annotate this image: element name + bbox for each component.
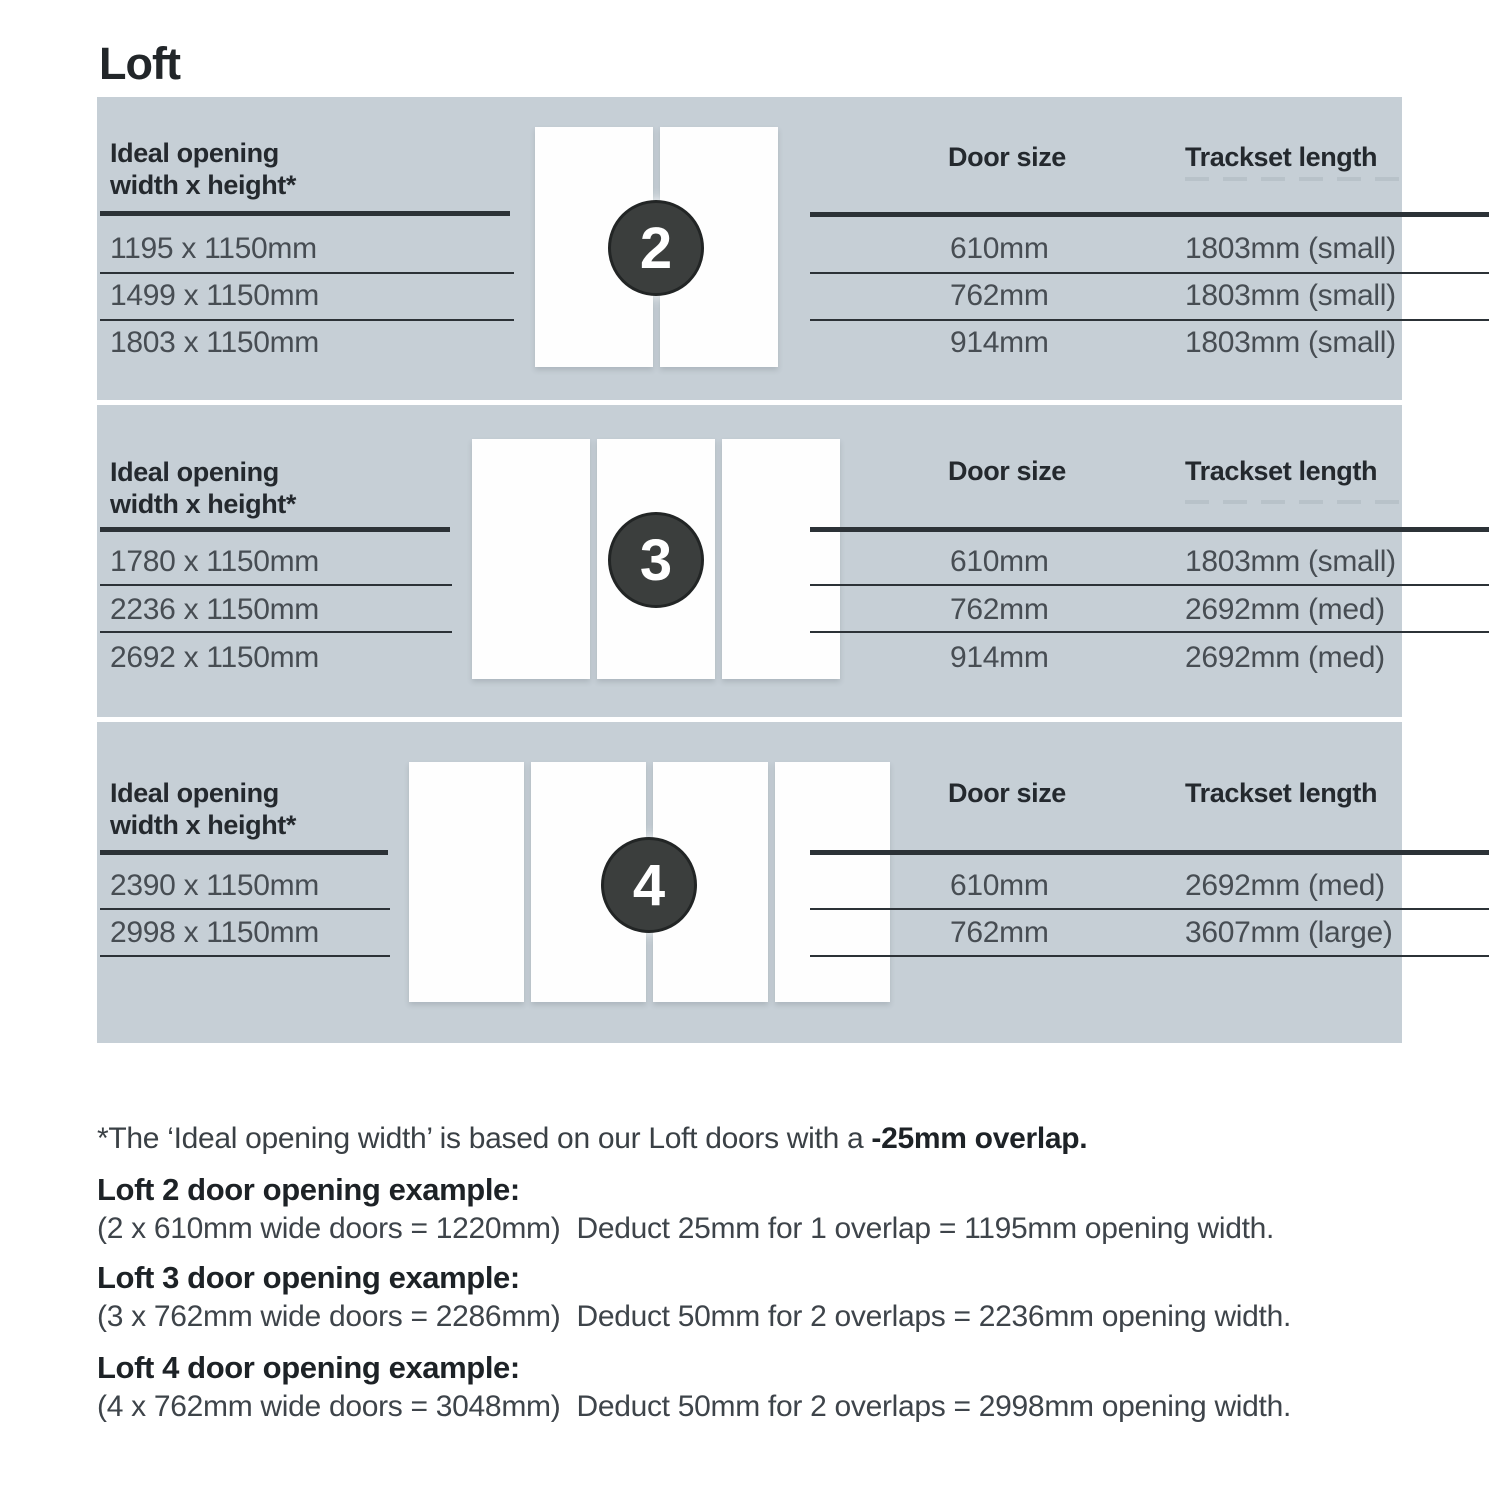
example-heading-2-door: Loft 2 door opening example:: [97, 1172, 520, 1207]
trackset-cell: 2692mm (med): [1185, 593, 1385, 626]
trackset-header: Trackset length: [1185, 778, 1378, 808]
row-rule: [810, 272, 1489, 274]
opening-row: 2692 x 1150mm: [110, 641, 320, 674]
artifact-ghost: [1185, 500, 1400, 504]
door-count-badge: 2: [608, 200, 704, 296]
trackset-header: Trackset length: [1185, 142, 1378, 172]
section-4-door: [97, 722, 1402, 1043]
opening-row: 2236 x 1150mm: [110, 593, 320, 626]
opening-header-line2: width x height*: [110, 489, 296, 519]
opening-column-header: [110, 137, 296, 201]
opening-header-line2: width x height*: [110, 170, 296, 200]
opening-row: 1499 x 1150mm: [110, 279, 320, 312]
header-rule: [810, 850, 1489, 855]
door-size-cell: 610mm: [950, 869, 1049, 902]
row-rule: [100, 955, 390, 957]
door-size-cell: 762mm: [950, 593, 1049, 626]
trackset-cell: 1803mm (small): [1185, 545, 1396, 578]
door-diagram-4: [409, 762, 890, 1002]
door-size-cell: 762mm: [950, 279, 1049, 312]
section-2-door: [97, 97, 1402, 400]
door-size-cell: 762mm: [950, 916, 1049, 949]
door-size-header: Door size: [948, 142, 1066, 172]
door-size-cell: 914mm: [950, 641, 1049, 674]
opening-header-line1: Ideal opening: [110, 457, 279, 487]
trackset-cell: 2692mm (med): [1185, 641, 1385, 674]
example-body-3-door: (3 x 762mm wide doors = 2286mm) Deduct 50mm for 2 overlaps = 2236mm opening width.: [97, 1300, 1292, 1333]
row-rule: [810, 631, 1489, 633]
row-rule: [100, 908, 390, 910]
opening-header-line1: Ideal opening: [110, 138, 279, 168]
row-rule: [810, 908, 1489, 910]
row-rule: [100, 631, 452, 633]
trackset-cell: 1803mm (small): [1185, 326, 1396, 359]
loft-size-panel: [97, 97, 1402, 1048]
door-count-badge: 4: [601, 837, 697, 933]
example-heading-3-door: Loft 3 door opening example:: [97, 1260, 520, 1295]
header-rule: [100, 211, 510, 216]
door-diagram-3: [472, 439, 840, 679]
opening-column-header: [110, 777, 296, 841]
door-diagram-2: [535, 127, 778, 367]
opening-column-header: [110, 456, 296, 520]
footnote-text: *The ‘Ideal opening width’ is based on our Loft doors with a: [97, 1122, 872, 1155]
footnote-bold: -25mm overlap.: [871, 1122, 1088, 1155]
trackset-cell: 2692mm (med): [1185, 869, 1385, 902]
header-rule: [100, 527, 450, 532]
door-size-header: Door size: [948, 456, 1066, 486]
opening-row: 2998 x 1150mm: [110, 916, 320, 949]
door-panel: [775, 762, 890, 1002]
door-size-header: Door size: [948, 778, 1066, 808]
trackset-cell: 3607mm (large): [1185, 916, 1393, 949]
footnote: [97, 1122, 1087, 1156]
door-size-cell: 610mm: [950, 545, 1049, 578]
opening-row: 1195 x 1150mm: [110, 232, 317, 265]
row-rule: [100, 272, 514, 274]
row-rule: [100, 584, 452, 586]
row-rule: [810, 319, 1489, 321]
section-3-door: [97, 405, 1402, 717]
header-rule: [100, 850, 388, 855]
example-body-4-door: (4 x 762mm wide doors = 3048mm) Deduct 50mm for 2 overlaps = 2998mm opening width.: [97, 1390, 1292, 1423]
row-rule: [810, 584, 1489, 586]
door-size-cell: 914mm: [950, 326, 1049, 359]
header-rule: [810, 527, 1489, 532]
trackset-cell: 1803mm (small): [1185, 279, 1396, 312]
door-size-cell: 610mm: [950, 232, 1049, 265]
example-body-2-door: (2 x 610mm wide doors = 1220mm) Deduct 25mm for 1 overlap = 1195mm opening width.: [97, 1212, 1275, 1245]
page-title: Loft: [99, 38, 180, 89]
opening-header-line1: Ideal opening: [110, 778, 279, 808]
artifact-ghost: [1185, 177, 1400, 181]
row-rule: [100, 319, 514, 321]
opening-row: 1780 x 1150mm: [110, 545, 320, 578]
door-count-badge: 3: [608, 512, 704, 608]
row-rule: [810, 955, 1489, 957]
door-panel: [409, 762, 524, 1002]
trackset-cell: 1803mm (small): [1185, 232, 1396, 265]
opening-header-line2: width x height*: [110, 810, 296, 840]
header-rule: [810, 212, 1489, 217]
opening-row: 1803 x 1150mm: [110, 326, 320, 359]
opening-row: 2390 x 1150mm: [110, 869, 320, 902]
door-panel: [472, 439, 590, 679]
example-heading-4-door: Loft 4 door opening example:: [97, 1350, 520, 1385]
door-panel: [722, 439, 840, 679]
trackset-header: Trackset length: [1185, 456, 1378, 486]
